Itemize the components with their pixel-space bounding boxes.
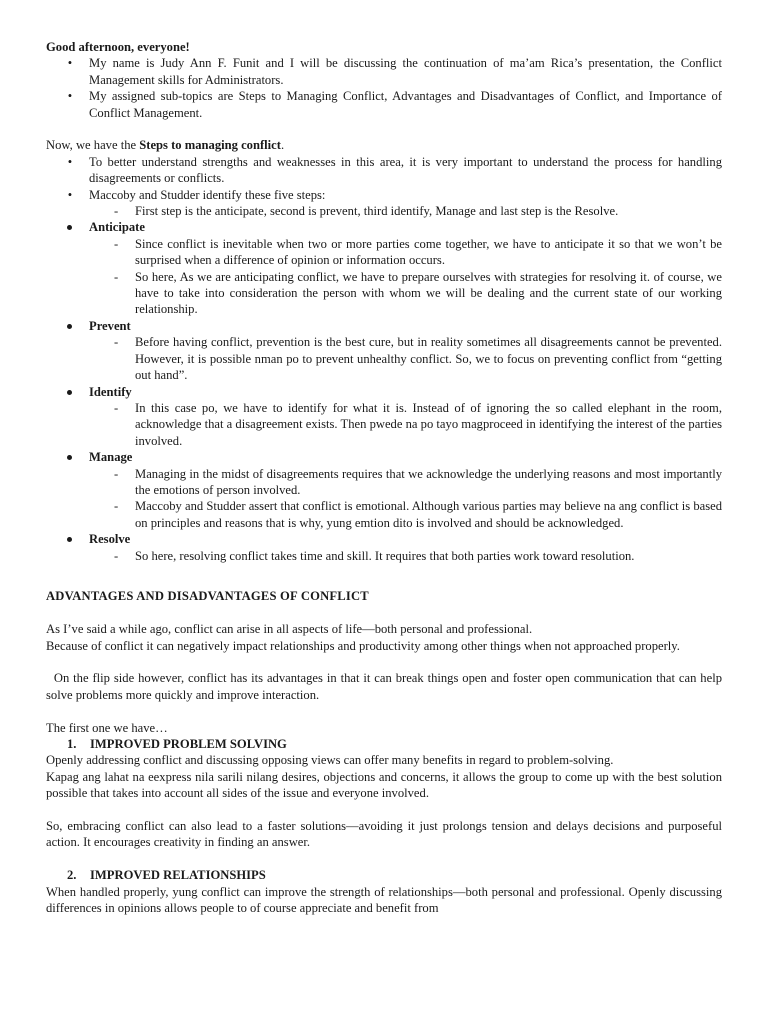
bullet-icon — [67, 455, 72, 460]
intro-item: • My assigned sub-topics are Steps to Managing Conflict, Advantages and Disadvantages of Conflict, and Importance of Conflict Management. — [46, 88, 722, 121]
steps-point: • To better understand strengths and weaknesses in this area, it is very important to understand the process for handling disagreements or conflicts. — [46, 154, 722, 187]
bullet-icon — [67, 324, 72, 329]
sub-item: - So here, As we are anticipating conflict, we have to prepare ourselves with strategies for resolving it. of course, we have to take into consideration the person with whom we will be dealing and the current state of our working relationship. — [114, 269, 722, 317]
greeting: Good afternoon, everyone! — [46, 40, 190, 54]
sub-item: - Managing in the midst of disagreements requires that we acknowledge the underlying reasons and most importantly the emotions of person involved. — [114, 466, 722, 497]
step-heading-manage: Manage — [46, 449, 722, 465]
sub-item: - Maccoby and Studder assert that conflict is emotional. Although various parties may believe na ang conflict is based on principles and reasons that is why, yung emtion dito is involved and should be acknowledged. — [114, 499, 722, 530]
paragraph: Kapag ang lahat na eexpress nila sarili nilang desires, objections and concerns, it allows the group to come up with the best solution possible that takes into account all sides of the issue and everyone involved. — [46, 769, 722, 801]
bullet-icon: • — [67, 154, 73, 169]
paragraph: As I’ve said a while ago, conflict can arise in all aspects of life—both personal and professional. — [46, 622, 533, 637]
step-heading-anticipate: Anticipate — [46, 219, 722, 235]
paragraph: Openly addressing conflict and discussing opposing views can offer many benefits in regard to problem-solving. — [46, 753, 614, 768]
bullet-icon: • — [67, 89, 73, 104]
document-page — [46, 39, 726, 916]
paragraph: So, embracing conflict can also lead to a faster solutions—avoiding it just prolongs tension and delays decisions and purposeful action. It encourages creativity in finding an answer. — [46, 819, 722, 850]
advantage-heading-2: 2. IMPROVED RELATIONSHIPS — [67, 868, 266, 883]
bullet-icon — [67, 390, 72, 395]
bullet-icon: • — [67, 56, 73, 71]
sub-item: - Before having conflict, prevention is the best cure, but in reality sometimes all disagreements cannot be prevented. However, it is possible nman po to prevent unhealthy conflict. So, we to focus on preventing conflict from “getting out hand”. — [114, 335, 722, 383]
bullet-icon — [67, 225, 72, 230]
sub-item: - Since conflict is inevitable when two or more parties come together, we have to anticipate it so that we won’t be surprised when a difference of opinion or information occurs. — [114, 236, 722, 268]
sub-item: - First step is the anticipate, second is prevent, third identify, Manage and last step is the Resolve. — [114, 204, 619, 219]
paragraph: Because of conflict it can negatively impact relationships and productivity among other things when not approached properly. — [46, 638, 680, 653]
step-heading-resolve: Resolve — [46, 531, 722, 547]
paragraph: On the flip side however, conflict has its advantages in that it can break things open and foster open communication that can help solve problems more quickly and improve interaction. — [46, 671, 726, 702]
steps-point: • Maccoby and Studder identify these five steps: — [46, 187, 722, 203]
advantage-heading-1: 1. IMPROVED PROBLEM SOLVING — [67, 736, 287, 751]
steps-intro: Now, we have the Steps to managing conflict. — [46, 138, 285, 153]
paragraph: When handled properly, yung conflict can improve the strength of relationships—both personal and professional. Openly discussing differences in opinions allows people to of course appreciate and benefit from — [46, 884, 722, 916]
sub-item: - In this case po, we have to identify for what it is. Instead of of ignoring the so called elephant in the room, acknowledge that a disagreement exists. Then pwede na po tayo magproceed in identifying the interest of the parties involved. — [114, 400, 722, 448]
section-heading-advantages: ADVANTAGES AND DISADVANTAGES OF CONFLICT — [46, 589, 369, 604]
bullet-icon — [67, 537, 72, 542]
step-heading-prevent: Prevent — [46, 318, 722, 334]
paragraph: The first one we have… — [46, 720, 168, 735]
step-heading-identify: Identify — [46, 384, 722, 400]
sub-item: - So here, resolving conflict takes time and skill. It requires that both parties work toward resolution. — [114, 548, 635, 563]
intro-item: • My name is Judy Ann F. Funit and I will be discussing the continuation of ma’am Rica’s presentation, the Conflict Management skills for Administrators. — [46, 55, 722, 88]
bullet-icon: • — [67, 187, 73, 202]
